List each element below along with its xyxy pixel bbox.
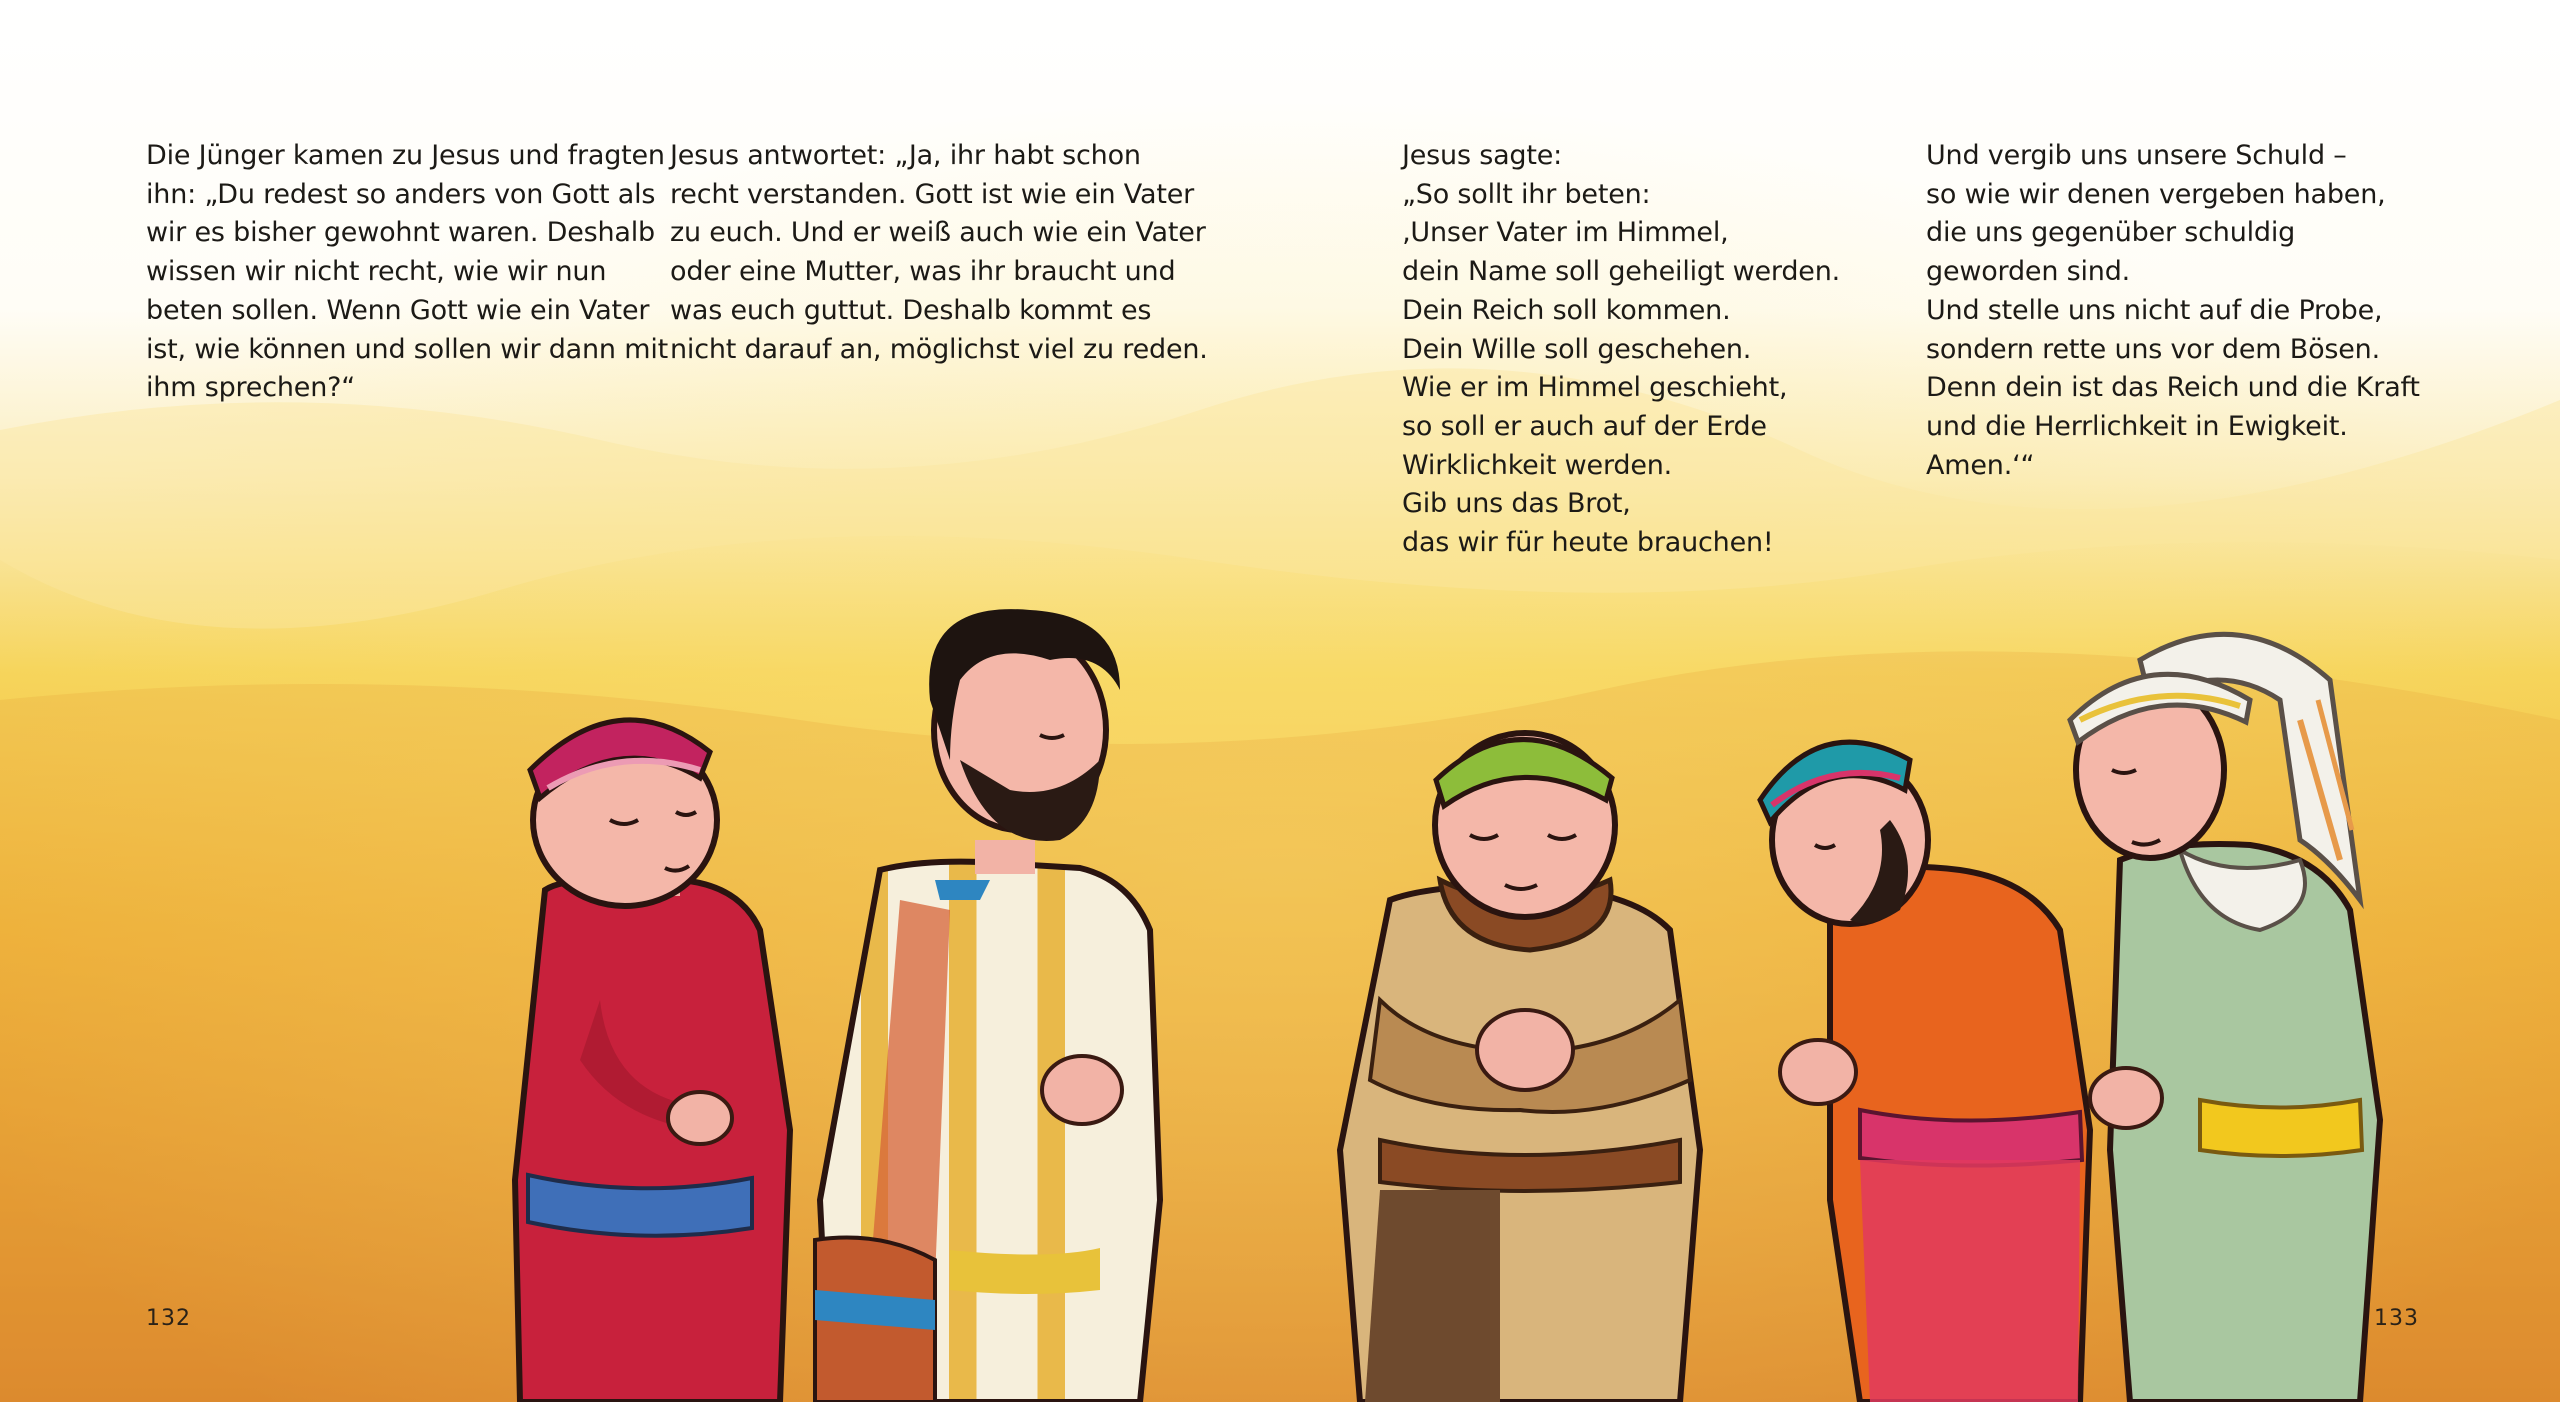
text-line: das wir für heute brauchen! (1402, 527, 1774, 559)
text-line: und die Herrlichkeit in Ewigkeit. (1926, 410, 2348, 442)
text-line: was euch guttut. Deshalb kommt es (670, 294, 1152, 326)
text-line: wissen wir nicht recht, wie wir nun (146, 256, 607, 288)
text-line: Jesus antwortet: „Ja, ihr habt schon (670, 140, 1141, 171)
text-line: so soll er auch auf der Erde (1402, 410, 1767, 442)
text-line: dein Name soll geheiligt werden. (1402, 256, 1841, 288)
text-line: Und stelle uns nicht auf die Probe, (1926, 294, 2383, 326)
text-line: Die Jünger kamen zu Jesus und fragten (146, 140, 665, 171)
text-line: Und vergib uns unsere Schuld – (1926, 140, 2347, 171)
text-line: Wie er im Himmel geschieht, (1402, 372, 1788, 404)
text-line: „So sollt ihr beten: (1402, 178, 1651, 210)
text-line: Amen.‘“ (1926, 449, 2035, 481)
text-line: Wirklichkeit werden. (1402, 449, 1673, 481)
text-line: sondern rette uns vor dem Bösen. (1926, 333, 2380, 365)
text-line: Jesus sagte: (1402, 140, 1563, 171)
text-line: recht verstanden. Gott ist wie ein Vater (670, 178, 1195, 210)
text-line: ihm sprechen?“ (146, 372, 356, 404)
text-line: Denn dein ist das Reich und die Kraft (1926, 372, 2420, 404)
text-line: nicht darauf an, möglichst viel zu reden. (670, 333, 1208, 365)
text-line: zu euch. Und er weiß auch wie ein Vater (670, 217, 1206, 249)
text-line: Gib uns das Brot, (1402, 488, 1631, 520)
page-number-left: 132 (146, 1306, 191, 1331)
text-line: wir es bisher gewohnt waren. Deshalb (146, 217, 655, 249)
text-line: ‚Unser Vater im Himmel, (1402, 217, 1729, 249)
text-line: die uns gegenüber schuldig (1926, 217, 2296, 249)
text-line: Dein Wille soll geschehen. (1402, 333, 1752, 365)
text-column-3 (1402, 137, 1840, 563)
text-line: ist, wie können und sollen wir dann mit (146, 333, 669, 365)
text-column-2 (670, 137, 1208, 369)
page-number-right: 133 (2374, 1306, 2419, 1331)
text-line: Dein Reich soll kommen. (1402, 294, 1731, 326)
text-line: geworden sind. (1926, 256, 2131, 288)
text-line: ihn: „Du redest so anders von Gott als (146, 178, 656, 210)
text-column-4 (1926, 137, 2420, 485)
text-line: so wie wir denen vergeben haben, (1926, 178, 2386, 210)
text-line: oder eine Mutter, was ihr braucht und (670, 256, 1176, 288)
text-column-1 (146, 137, 668, 408)
text-line: beten sollen. Wenn Gott wie ein Vater (146, 294, 650, 326)
